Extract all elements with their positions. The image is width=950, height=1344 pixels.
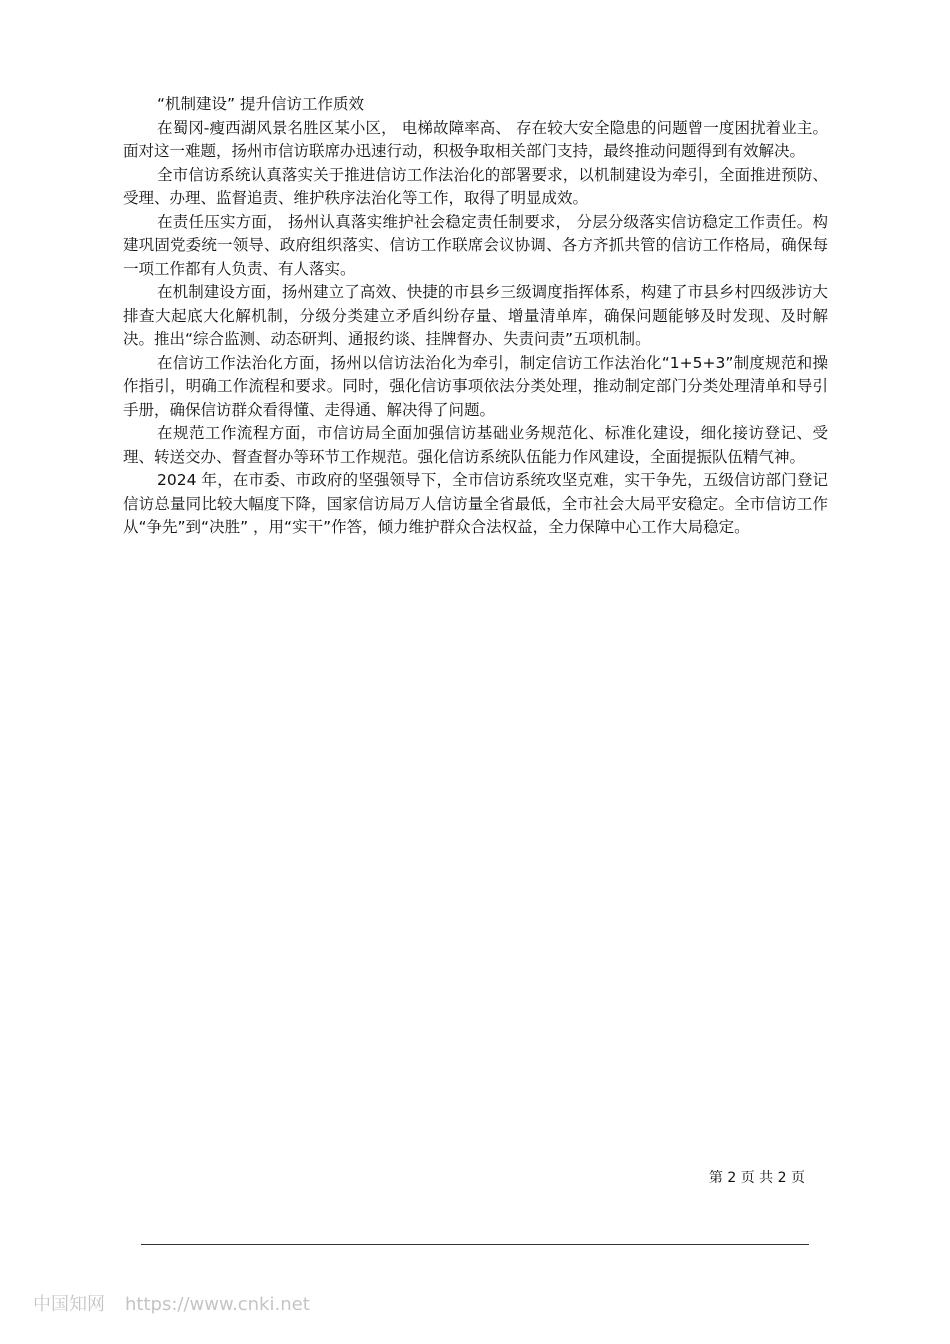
watermark — [33, 1293, 310, 1317]
paragraph-6: 在规范工作流程方面，市信访局全面加强信访基础业务规范化、标准化建设，细化接访登记、受理、转送交办、督查督办等环节工作规范。强化信访系统队伍能力作风建设，全面提振队伍精气神。 — [123, 424, 828, 466]
paragraph-7: 2024 年，在市委、市政府的坚强领导下，全市信访系统攻坚克难，实干争先，五级信访部门登记信访总量同比较大幅度下降，国家信访局万人信访量全省最低，全市社会大局平安稳定。全市信访工作从“争先”到“决胜” ，用“实干”作答，倾力维护群众合法权益，全力保障中心工作大局稳定。 — [123, 471, 828, 536]
section-heading: “机制建设” 提升信访工作质效 — [157, 95, 364, 113]
watermark-brand: 中国知网 — [33, 1294, 105, 1315]
paragraph-2: 全市信访系统认真落实关于推进信访工作法治化的部署要求，以机制建设为牵引，全面推进预防、受理、办理、监督追责、维护秩序法治化等工作，取得了明显成效。 — [123, 165, 828, 207]
page-number: 第 2 页 共 2 页 — [708, 1170, 805, 1186]
paragraph-4: 在机制建设方面，扬州建立了高效、快捷的市县乡三级调度指挥体系，构建了市县乡村四级涉访大排查大起底大化解机制，分级分类建立矛盾纠纷存量、增量清单库，确保问题能够及时发现、及时解决。推出“综合监测、动态研判、通报约谈、挂牌督办、失责问责”五项机制。 — [123, 283, 828, 348]
paragraph-5: 在信访工作法治化方面，扬州以信访法治化为牵引，制定信访工作法治化“1+5+3”制度规范和操作指引，明确工作流程和要求。同时，强化信访事项依法分类处理，推动制定部门分类处理清单和导引手册，确保信访群众看得懂、走得通、解决得了问题。 — [123, 353, 828, 419]
footer-divider — [141, 1244, 809, 1245]
article-body — [123, 93, 828, 540]
watermark-url: https://www.cnki.net — [125, 1294, 310, 1315]
paragraph-1: 在蜀冈-瘦西湖风景名胜区某小区， 电梯故障率高、 存在较大安全隐患的问题曾一度困扰着业主。面对这一难题，扬州市信访联席办迅速行动，积极争取相关部门支持，最终推动问题得到有效解决。 — [123, 118, 828, 160]
paragraph-3: 在责任压实方面， 扬州认真落实维护社会稳定责任制要求， 分层分级落实信访稳定工作责任。构建巩固党委统一领导、政府组织落实、信访工作联席会议协调、各方齐抓共管的信访工作格局，确保每一项工作都有人负责、有人落实。 — [123, 212, 828, 278]
